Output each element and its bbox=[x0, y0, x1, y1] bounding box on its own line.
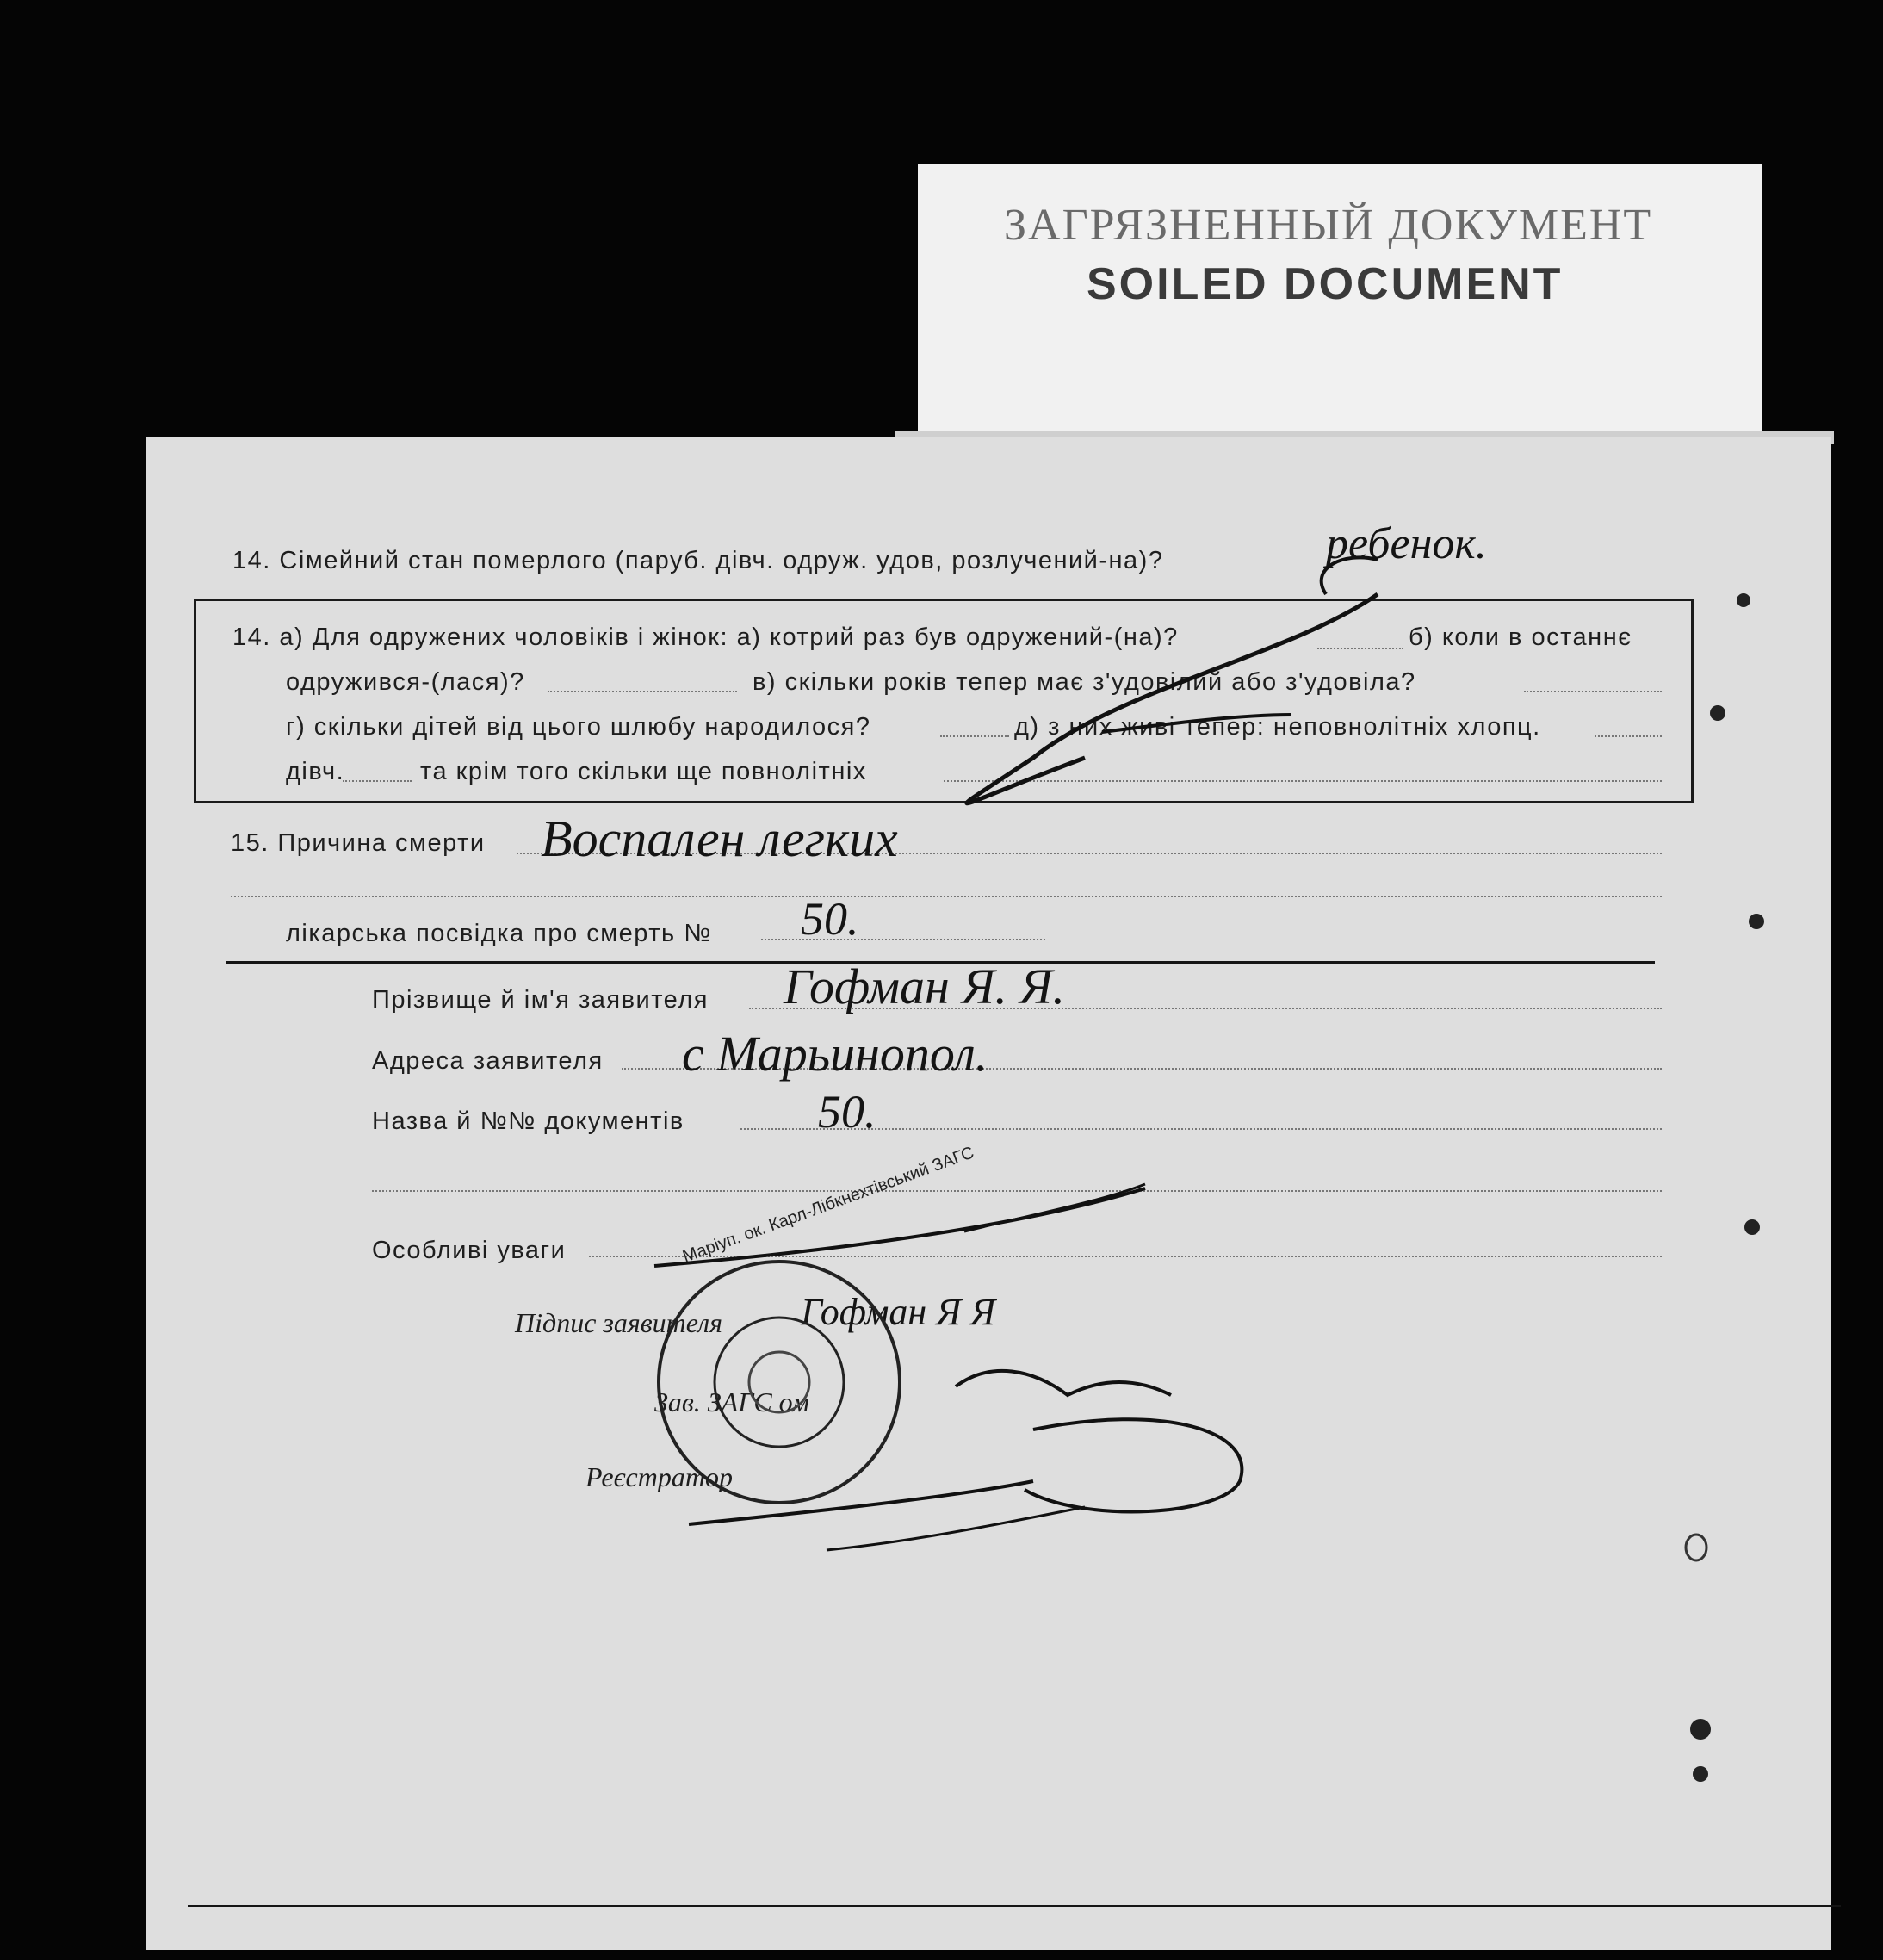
applicant-signature-label: Підпис заявителя bbox=[515, 1307, 722, 1338]
question-14a-line-3a: г) скільки дітей від цього шлюбу народилося? bbox=[286, 713, 871, 741]
medical-certificate-label: лікарська посвідка про смерть № bbox=[286, 920, 712, 947]
handwritten-certificate-number: 50. bbox=[801, 893, 859, 945]
question-14a-line-4b: та крім того скільки ще повнолітніх bbox=[420, 758, 867, 785]
question-14a-line-1b: б) коли в останнє bbox=[1409, 623, 1632, 651]
question-14a-line-1: 14. а) Для одружених чоловіків і жінок: а) котрий раз був одружений-(на)? bbox=[232, 623, 1179, 651]
handwritten-applicant-name: Гофман Я. Я. bbox=[784, 958, 1065, 1014]
question-14a-line-2b: в) скільки років тепер має з'удовілий або з'удовіла? bbox=[753, 668, 1416, 696]
handwritten-documents: 50. bbox=[818, 1086, 876, 1138]
applicant-name-label: Прізвище й ім'я заявителя bbox=[372, 986, 709, 1014]
question-14a-line-2a: одружився-(лася)? bbox=[286, 668, 525, 696]
handwritten-cause-of-death: Воспален легких bbox=[541, 810, 898, 867]
soiled-label-english: SOILED DOCUMENT bbox=[1087, 259, 1564, 309]
official-stamp bbox=[659, 1262, 900, 1503]
question-15-cause-of-death: 15. Причина смерти bbox=[231, 829, 486, 857]
applicant-address-label: Адреса заявителя bbox=[372, 1047, 604, 1075]
soiled-label-russian: ЗАГРЯЗНЕННЫЙ ДОКУМЕНТ bbox=[1004, 201, 1653, 250]
question-14a-line-3b: д) з них живі тепер: неповнолітніх хлопц. bbox=[1014, 713, 1541, 741]
stamp-text: Маріуп. ок. Карл-Лібкнехтівський ЗАГС bbox=[680, 1143, 977, 1267]
bottom-rule bbox=[188, 1905, 1841, 1907]
handwritten-marital-status: ребенок. bbox=[1326, 519, 1487, 568]
question-14-marital-status: 14. Сімейний стан померлого (паруб. дівч. одруж. удов, розлучений-на)? bbox=[232, 547, 1164, 574]
handwritten-applicant-signature: Гофман Я Я bbox=[801, 1291, 996, 1333]
documents-label: Назва й №№ документів bbox=[372, 1107, 684, 1135]
registrar-signature-label: Реєстратор bbox=[585, 1461, 733, 1492]
remarks-label: Особливі уваги bbox=[372, 1237, 567, 1264]
question-14a-line-4a: дівч. bbox=[286, 758, 345, 785]
handwritten-applicant-address: с Марьинопол. bbox=[682, 1026, 988, 1082]
head-signature-label: Зав. ЗАГС ом bbox=[654, 1386, 809, 1417]
